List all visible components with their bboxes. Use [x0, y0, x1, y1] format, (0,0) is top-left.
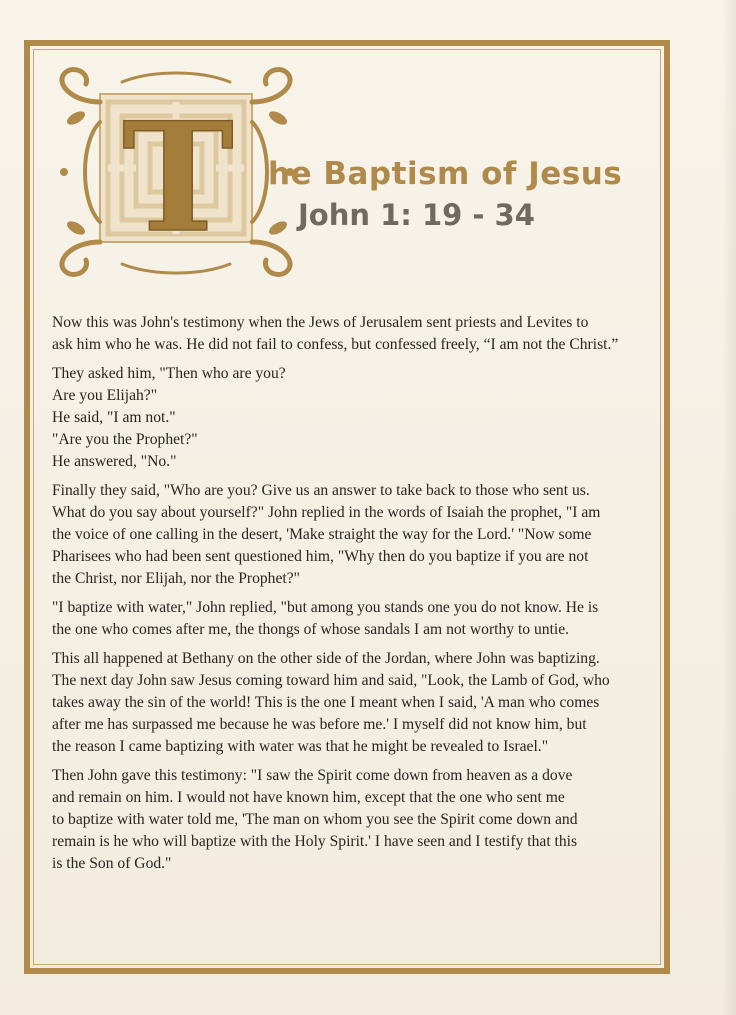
- text-line: Now this was John's testimony when the Jews of Jerusalem sent priests and Levites to: [52, 314, 589, 331]
- text-line: He answered, "No.": [52, 453, 177, 470]
- text-line: to baptize with water told me, 'The man on whom you see the Spirit come down and: [52, 811, 578, 828]
- text-line: He said, "I am not.": [52, 409, 176, 426]
- scripture-text: [52, 312, 652, 882]
- paragraph: [52, 363, 652, 473]
- page-edge-shadow: [722, 0, 736, 1015]
- text-line: after me has surpassed me because he was before me.' I myself did not know him, but: [52, 716, 587, 733]
- paragraph: [52, 312, 652, 356]
- text-line: ask him who he was. He did not fail to confess, but confessed freely, “I am not the Christ.”: [52, 336, 619, 353]
- paragraph: [52, 648, 652, 758]
- scripture-reference: John 1: 19 - 34: [298, 198, 535, 232]
- text-line: Then John gave this testimony: "I saw the Spirit come down from heaven as a dove: [52, 767, 573, 784]
- paragraph: [52, 480, 652, 590]
- text-line: Pharisees who had been sent questioned him, "Why then do you baptize if you are not: [52, 548, 589, 565]
- paragraph: [52, 765, 652, 875]
- text-line: "Are you the Prophet?": [52, 431, 198, 448]
- text-line: "I baptize with water," John replied, "but among you stands one you do not know. He is: [52, 599, 599, 616]
- drop-cap-letter: T: [122, 90, 234, 266]
- text-line: The next day John saw Jesus coming toward him and said, "Look, the Lamb of God, who: [52, 672, 610, 689]
- text-line: They asked him, "Then who are you?: [52, 365, 286, 382]
- text-line: takes away the sin of the world! This is the one I meant when I said, 'A man who comes: [52, 694, 600, 711]
- paragraph: [52, 597, 652, 641]
- text-line: the one who comes after me, the thongs of whose sandals I am not worthy to untie.: [52, 621, 570, 638]
- text-line: Are you Elijah?": [52, 387, 158, 404]
- text-line: Finally they said, "Who are you? Give us an answer to take back to those who sent us.: [52, 482, 590, 499]
- text-line: and remain on him. I would not have known him, except that the one who sent me: [52, 789, 565, 806]
- text-line: What do you say about yourself?" John replied in the words of Isaiah the prophet, "I am: [52, 504, 601, 521]
- text-line: the Christ, nor Elijah, nor the Prophet?": [52, 570, 301, 587]
- text-line: remain is he who will baptize with the Holy Spirit.' I have seen and I testify that this: [52, 833, 578, 850]
- text-line: is the Son of God.": [52, 855, 172, 872]
- page-title: he Baptism of Jesus: [268, 156, 623, 192]
- text-line: the voice of one calling in the desert, 'Make straight the way for the Lord.' "Now some: [52, 526, 592, 543]
- text-line: the reason I came baptizing with water was that he might be revealed to Israel.": [52, 738, 549, 755]
- text-line: This all happened at Bethany on the other side of the Jordan, where John was baptizing.: [52, 650, 600, 667]
